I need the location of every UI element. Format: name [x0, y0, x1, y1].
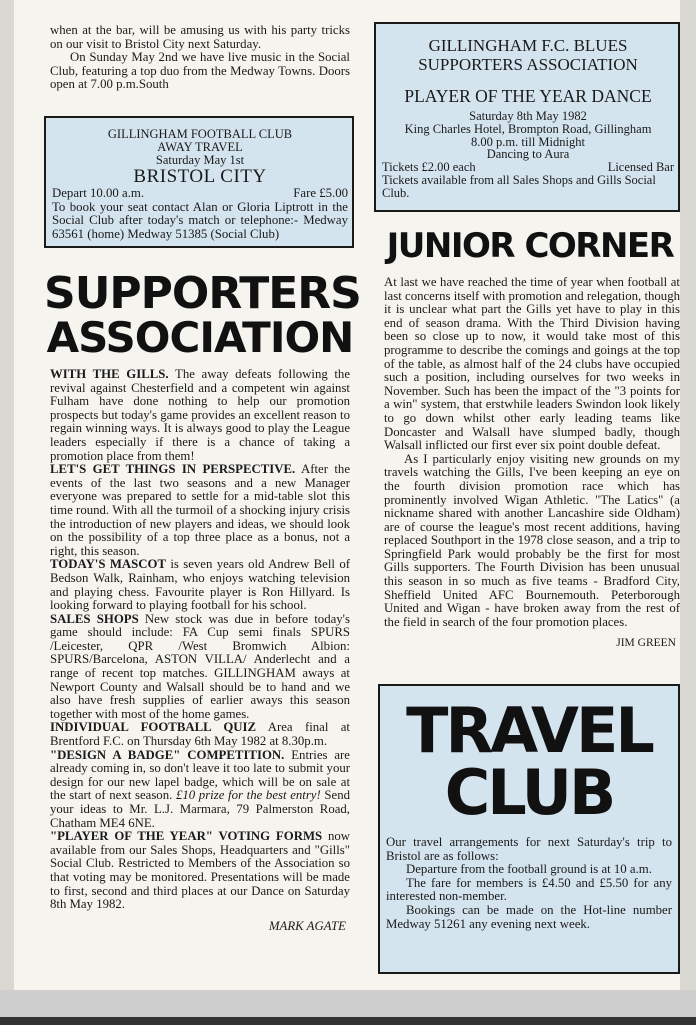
- junior-signature: JIM GREEN: [616, 637, 676, 650]
- travel-club-body: [386, 836, 672, 931]
- travel-club-headline-line2: CLUB: [444, 756, 614, 829]
- junior-para1: At last we have reached the time of year when football at last concerns itself with promotion and relegation, though it is unclear what part the Gills yet have to play in this end of season drama. With the Third Division having been so close up to now, it would take most of this programme to describe the comings and goings at the top of the table, as almost half of the 24 clubs have occupied such a position, including ourselves for two weeks in November. Such has been the impact of the "3 points for a win" system, that erstwhile leaders Swindon look likely to go down whilst other early leading teams like Doncaster and Walsall have slumped badly, though Walsall inflicted our first ever six point double defeat.: [384, 275, 680, 453]
- away-travel-date: Saturday May 1st: [155, 153, 245, 167]
- para-text: After the events of the last two seasons and a new Manager everyone was prepared to settle for a mid-table slot this time round. With all the turmoil of a shocking injury crisis the introduction of new players and ideas, we should look on the possibility of a top three place as a bonus, not a right, this season.: [50, 462, 351, 558]
- travel-club-headline-line1: TRAVEL: [406, 694, 652, 767]
- supporters-para: [50, 463, 350, 558]
- programme-page: [14, 0, 680, 990]
- para-heading: SALES SHOPS: [50, 611, 139, 626]
- travel-club-para3: The fare for members is £4.50 and £5.50 for any interested non-member.: [386, 875, 672, 904]
- supporters-para: [50, 558, 350, 612]
- junior-headline: JUNIOR CORNER: [386, 226, 674, 266]
- top-text-line1: when at the bar, will be amusing us with his party tricks on our visit to Bristol City next Saturday.: [50, 23, 350, 51]
- junior-para2: As I particularly enjoy visiting new grounds on my travels watching the Gills, I've been keeping an eye on the fourth division promotion race which has prominently involved Wigan Athletic. "The Latics" (a nickname shared with another Lancashire side Oldham) are of course the league's most recent additions, having replaced Southport in the 1978 close season, and a trip to Springfield Park would probably be the first for most Gills supporters. The Fourth Division has been unusual this season in so much as five teams - Bradford City, Sheffield United AFC Bournemouth. Peterborough United and Wigan - have broken away from the rest of the field in search of the four promotion places.: [384, 451, 680, 629]
- away-travel-opponent: BRISTOL CITY: [133, 166, 267, 187]
- dance-tickets: Tickets £2.00 each: [382, 160, 476, 175]
- para-text: Area final at Brentford F.C. on Thursday 6th May 1982 at 8.30p.m.: [50, 720, 350, 749]
- travel-club-para4: Bookings can be made on the Hot-line number Medway 51261 any evening next week.: [386, 902, 672, 931]
- scan-bottom-edge: [0, 1017, 696, 1025]
- dance-date: Saturday 8th May 1982: [469, 109, 587, 123]
- supporters-headline-line2: ASSOCIATION: [46, 313, 354, 362]
- para-text: now available from our Sales Shops, Headquarters and "Gills" Social Club. Restricted to Members of the Association so that voting may be monitored. Presentations will be made to first, second and third places at our Dance on Saturday 8th May 1982.: [50, 829, 350, 912]
- dance-org2: SUPPORTERS ASSOCIATION: [418, 55, 638, 74]
- away-travel-body: To book your seat contact Alan or Gloria Liptrott in the Social Club after today's match or telephone:- Medway 63561 (home) Medway 51385 (Social Club): [52, 199, 348, 241]
- para-text: The away defeats following the revival against Chesterfield and a competent win against Fulham have done nothing to help our promotion prospects but today's game provides an excellent reason to regain winning ways. It is always good to play the League leaders especially if there is a chance of taking a promotion place from them!: [50, 367, 351, 463]
- dance-bar: Licensed Bar: [607, 160, 674, 175]
- supporters-signature: MARK AGATE: [268, 918, 346, 933]
- away-travel-depart: Depart 10.00 a.m.: [52, 186, 145, 200]
- away-travel-box: [44, 116, 354, 248]
- top-text: [50, 24, 350, 92]
- away-travel-fare: Fare £5.00: [293, 186, 348, 200]
- para-text: Send your ideas to Mr. L.J. Marmara, 79 Palmerston Road, Chatham ME4 6NE.: [50, 788, 350, 830]
- dance-org1: GILLINGHAM F.C. BLUES: [428, 36, 628, 55]
- dance-venue: King Charles Hotel, Brompton Road, Gillingham: [404, 121, 652, 136]
- travel-club-para2: Departure from the football ground is at 10 a.m.: [406, 862, 652, 877]
- away-travel-club: GILLINGHAM FOOTBALL CLUB: [107, 127, 293, 141]
- dance-music: Dancing to Aura: [486, 147, 570, 162]
- away-travel-title: AWAY TRAVEL: [157, 140, 243, 154]
- dance-title: PLAYER OF THE YEAR DANCE: [404, 86, 652, 106]
- supporters-headline-line1: SUPPORTERS: [44, 268, 361, 319]
- away-travel-depart-row: [52, 187, 348, 201]
- para-heading: INDIVIDUAL FOOTBALL QUIZ: [50, 720, 257, 735]
- para-text: is seven years old Andrew Bell of Bedson Walk, Rainham, who enjoys watching television and playing chess. Favourite player is Ron Hillyard. Is looking forward to playing football for his school.: [50, 557, 350, 613]
- para-heading: "DESIGN A BADGE" COMPETITION.: [50, 747, 285, 762]
- travel-club-headline: [386, 694, 672, 829]
- para-heading: "PLAYER OF THE YEAR" VOTING FORMS: [50, 829, 323, 844]
- para-text: New stock was due in before today's game should include: FA Cup semi finals SPURS /Leicester, QPR /West Bromwich Albion: SPURS/Barcelona, ASTON VILLA/ Anderlecht and a range of recent top matches. GILLINGHAM aways at Newport County and Walsall should be to hand and we also have fresh supplies of earlier aways this season together with most of the home games.: [50, 611, 350, 721]
- travel-club-box: [378, 684, 680, 974]
- supporters-para: [50, 368, 350, 463]
- junior-body: [384, 276, 680, 651]
- supporters-para: [50, 721, 350, 748]
- dance-box: [374, 22, 680, 212]
- para-heading: LET'S GET THINGS IN PERSPECTIVE.: [50, 462, 296, 477]
- scan-bottom-strip: [0, 990, 696, 1025]
- supporters-para: [50, 613, 350, 722]
- para-heading: WITH THE GILLS.: [50, 367, 169, 381]
- supporters-body: [50, 368, 350, 933]
- para-italic: £10 prize for the best entry!: [175, 788, 321, 803]
- supporters-para: [50, 830, 350, 912]
- dance-time: 8.00 p.m. till Midnight: [471, 134, 585, 149]
- dance-sales: Tickets available from all Sales Shops and Gills Social Club.: [382, 172, 656, 200]
- para-heading: TODAY'S MASCOT: [50, 557, 166, 572]
- supporters-para: [50, 749, 350, 831]
- supporters-headline: [44, 268, 361, 362]
- para-text: Entries are already coming in, so don't leave it too late to submit your design for our new lapel badge, which will be on sale at the start of next season.: [50, 747, 350, 803]
- top-text-line2: On Sunday May 2nd we have live music in the Social Club, featuring a top duo from the Medway Towns. Doors open at 7.00 p.m.South: [50, 50, 350, 92]
- travel-club-para1: Our travel arrangements for next Saturday's trip to Bristol are as follows:: [386, 835, 672, 863]
